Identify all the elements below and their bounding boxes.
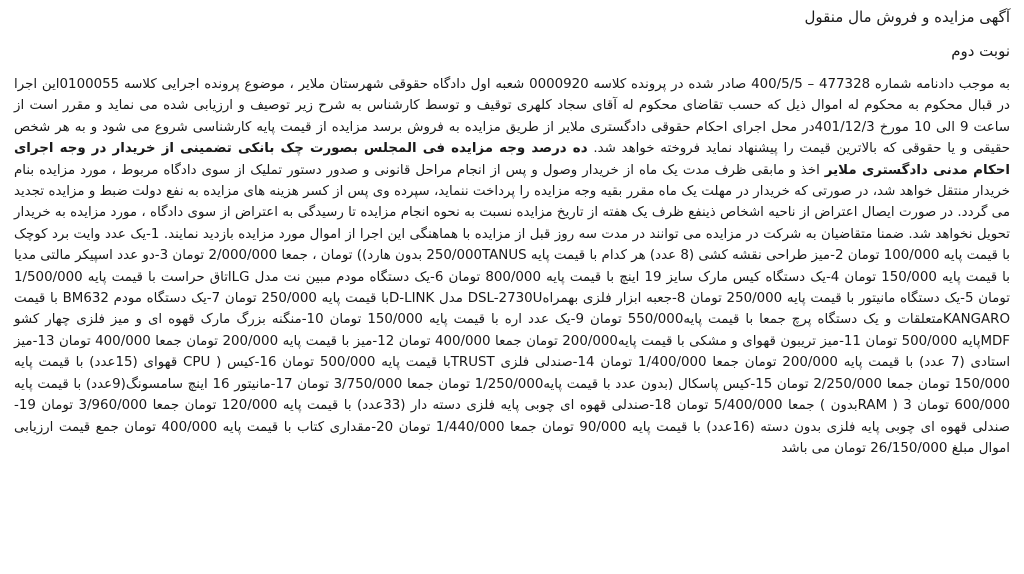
notice-body-part2: اخذ و مابقی ظرف مدت یک ماه از خریدار وصول و پس از انجام مراحل قانونی و صدور دستور تملیک از سوی دادگاه مربوط ، مورد مزایده بنام خریدار منتقل خواهد شد، در صورتی که خریدار در مهلت یک ماه مقرر بقیه وجه مزایده را پرداخت ننماید، سپرده وی پس از کسر هزینه های مزایده به نفع دولت ضبط و مزایده تجدید می گردد. در صورت ایصال اعتراض از ناحیه اشخاص ذینفع ظرف یک هفته از تاریخ مزایده نسبت به نحوه انجام مزایده تا رسیدگی به اعتراض از سوی دادگاه ، مورد مزایده به خریدار تحویل نخواهد شد. ضمنا متقاضیان به شرکت در مزایده می توانند در مدت سه روز قبل از مزایده با هماهنگی این اجرا از اموال مورد مزایده بازدید نمایند. 1-یک عدد وایت برد کوچک با قیمت پایه 100/000 تومان 2-میز طراحی نقشه کشی (8 عدد) هر کدام با قیمت پایه 250/000TANUS بدون هارد)) تومان ، جمعا 2/000/000 تومان 3-دو عدد اسپیکر مالتی مدیا با قیمت پایه 150/000 تومان 4-یک دستگاه کیس مارک سایز 19 اینچ با قیمت پایه 800/000 تومان 6-یک دستگاه مودم مبین نت مدل LGاتاق حراست با قیمت پایه 1/500/000 تومان 5-یک دستگاه مانیتور با قیمت پایه 250/000 تومان 8-جعبه ابزار فلزی بهمراهDSL-2730U مدل D-LINKبا قیمت پایه 250/000 تومان 7-یک دستگاه مودم BM632 با قیمت KANGAROمتعلقات و یک دستگاه پرچ جمعا با قیمت پایه550/000 تومان 9-یک عدد اره با قیمت پایه 150/000 تومان 10-منگنه بزرگ مارک قهوه ای و میز فلزی چهار کشو MDFپایه 500/000 تومان 11-میز تریبون قهوای و مشکی با قیمت پایه200/000 تومان جمعا 400/000 تومان 12-میز با قیمت پایه 200/000 تومان جمعا 400/000 تومان 13-میز استادی (7 عدد) با قیمت پایه 200/000 تومان جمعا 1/400/000 تومان 14-صندلی فلزی TRUSTبا قیمت پایه 500/000 تومان 16-کیس ( CPU قهوای (15عدد) با قیمت پایه 150/000 تومان جمعا 2/250/000 تومان 15-کیس پاسکال (بدون عدد با قیمت پایه1/250/000 تومان جمعا 3/750/000 تومان 17-مانیتور 16 اینچ سامسونگ(9عدد) با قیمت پایه 600/000 تومان 3 ( RAMبدون ) جمعا 5/400/000 تومان 18-صندلی قهوه ای چوبی پایه فلزی دسته دار (33عدد) با قیمت پایه 120/000 تومان جمعا 3/960/000 تومان 19-صندلی قهوه ای چوبی پایه فلزی بدون دسته (16عدد) با قیمت پایه 90/000 تومان جمعا 1/440/000 تومان 20-مقداری کتاب با قیمت پایه 400/000 تومان جمع قیمت ارزیابی اموال مبلغ 26/150/000 تومان می باشد — [14, 162, 1011, 456]
notice-subtitle: نوبت دوم — [951, 42, 1010, 60]
notice-title: آگهی مزایده و فروش مال منقول — [804, 8, 1010, 26]
notice-body-part1: به موجب دادنامه شماره 477328 – 400/5/5 صادر شده در پرونده کلاسه 0000920 شعبه اول دادگاه حقوقی شهرستان ملایر ، موضوع پرونده اجرایی کلاسه 0100055این اجرا در قبال محکوم به محکوم له اموال ذیل که حسب تقاضای محکوم له آقای سجاد کلهری توقیف و توسط کارشناس به شرح زیر توصیف و ارزیابی شده می نماید و مقرر است از ساعت 9 الی 10 مورخ 401/12/3در محل اجرای احکام حقوقی دادگستری ملایر از طریق مزایده به فروش برسد مزایده از قیمت پایه کارشناسی شروع می شود و به هر شخص حقیقی و یا حقوقی که بالاترین قیمت را پیشنهاد نماید فروخته خواهد شد. — [14, 77, 1011, 157]
notice-body — [14, 74, 1010, 459]
notice-body-bold-clause: ده درصد وجه مزایده فی المجلس بصورت چک بانکی تضمینی از خریدار در وجه اجرای احکام مدنی دادگستری ملایر — [14, 141, 1010, 178]
